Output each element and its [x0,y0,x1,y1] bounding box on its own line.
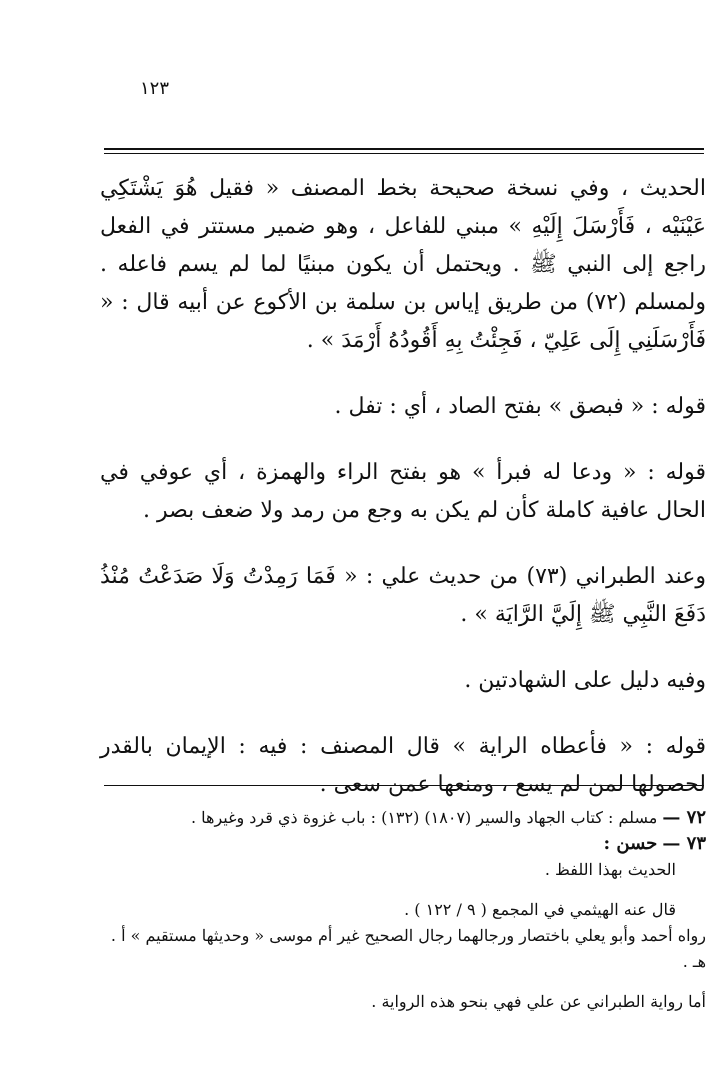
footnote-line: الحديث بهذا اللفظ . [544,860,676,879]
footnote-number: ٧٢ — [662,807,706,828]
header-rule-thin [104,153,704,154]
footnote-number: ٧٣ — [662,833,706,854]
paragraph: وفيه دليل على الشهادتين . [464,668,706,693]
page-number: ١٢٣ [140,78,170,99]
paragraph: وعند الطبراني (٧٣) من حديث علي : « فَمَا رَمِدْتُ وَلَا صَدَعْتُ مُنْذُ دَفَعَ النَّبِي ﷺ إِلَيَّ الرَّايَة » . [100,564,707,627]
paragraph: قوله : « فأعطاه الراية » قال المصنف : فيه : الإيمان بالقدر لحصولها لمن لم يسع ، ومنعها عمن سعى . [100,734,706,797]
paragraph: الحديث ، وفي نسخة صحيحة بخط المصنف « فقيل هُوَ يَشْتَكِي عَيْنَيْه ، فَأَرْسَلَ إِلَيْهِ » مبني للفاعل ، وهو ضمير مستتر في الفعل راجع إلى النبي ﷺ . ويحتمل أن يكون مبنيًا لما لم يسم فاعله . ولمسلم (٧٢) من طريق إياس بن سلمة بن الأكوع عن أبيه قال : « فَأَرْسَلَنِي إِلَى عَلِيّ ، فَجِئْتُ بِهِ أَقُودُهُ أَرْمَدَ » . [100,176,706,353]
header-rule [104,148,704,150]
footnote-rule [104,785,704,786]
footnote-text: مسلم : كتاب الجهاد والسير (١٨٠٧) (١٣٢) : باب غزوة ذي قرد وغيرها . [190,808,658,827]
footnotes [100,805,706,1015]
footnote-line: رواه أحمد وأبو يعلي باختصار ورجالهما رجال الصحيح غير أم موسى « وحديثها مستقيم » أ . هـ . [110,926,706,971]
paragraph: قوله : « ودعا له فبرأ » هو بفتح الراء والهمزة ، أي عوفي في الحال عافية كاملة كأن لم يكن به وجع من رمد ولا ضعف بصر . [100,460,706,523]
footnote-line: أما رواية الطبراني عن علي فهي بنحو هذه الرواية . [371,992,706,1011]
main-text [100,170,706,804]
paragraph: قوله : « فبصق » بفتح الصاد ، أي : تفل . [334,394,706,419]
footnote-73 [100,831,706,857]
footnote-72 [100,805,706,831]
footnote-line: قال عنه الهيثمي في المجمع ( ٩ / ١٢٢ ) . [404,900,676,919]
footnote-grade: حسن : [603,833,658,854]
